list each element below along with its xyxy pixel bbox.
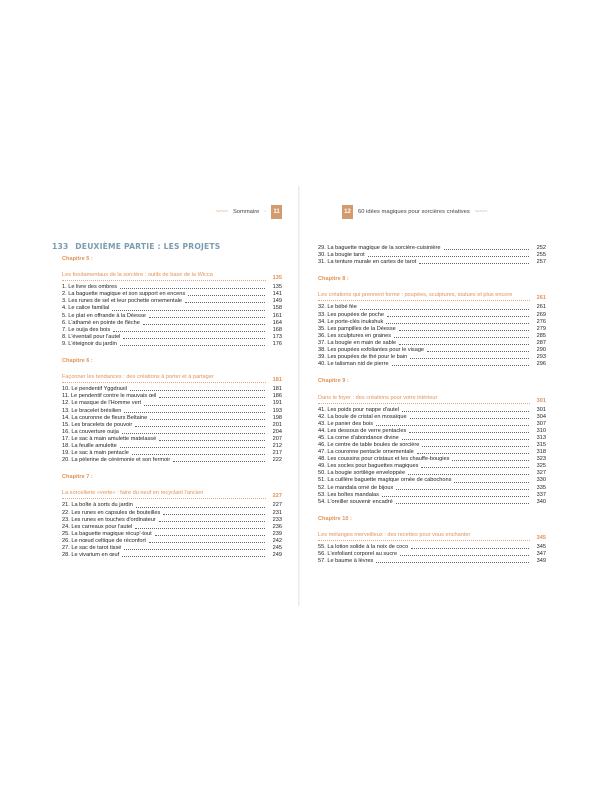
flourish-ornament-icon: ~◦~◦~ [474, 209, 488, 215]
toc-entry-page-number: 261 [536, 304, 546, 311]
toc-entry-title: 29. La baguette magique de la sorcière-cuisinière [318, 245, 441, 251]
toc-entry[interactable] [62, 334, 282, 341]
toc-entry-page-number: 318 [536, 449, 546, 456]
chapter-title-row[interactable] [318, 386, 546, 404]
dot-leader [452, 460, 529, 461]
toc-entry-title: 10. Le pendentif Yggdrasil [62, 386, 127, 393]
toc-chapter [318, 378, 546, 506]
toc-entry-title: 34. Le porte-clés inukshuk [318, 318, 384, 325]
dot-leader [399, 344, 529, 345]
chapter-title-row[interactable] [318, 283, 546, 301]
toc-entry[interactable] [318, 361, 546, 368]
toc-entry-page-number: 296 [536, 361, 546, 368]
toc-entry[interactable] [318, 470, 546, 477]
dot-leader [185, 302, 265, 303]
toc-entry-title: 6. L'athamé en pointe de flèche [62, 319, 140, 326]
toc-entry-page-number: 285 [536, 332, 546, 339]
toc-entry-page-number: 217 [272, 450, 282, 457]
toc-entry-title: 48. Les coussins pour cristaux et les chauffe-bougies [318, 456, 450, 463]
dot-leader [149, 317, 265, 318]
dot-leader [382, 496, 529, 497]
toc-entry[interactable] [62, 517, 282, 524]
toc-chapter [318, 516, 546, 565]
toc-entry[interactable] [62, 538, 282, 545]
toc-chapter [318, 276, 546, 368]
toc-entry-page-number: 207 [272, 435, 282, 442]
toc-entry-page-number: 204 [272, 428, 282, 435]
toc-entry-page-number: 257 [536, 259, 546, 266]
chapter-page-number: 135 [272, 275, 282, 282]
header-label: Sommaire [232, 209, 260, 215]
dot-leader [368, 256, 529, 257]
chapter-title: Les mélanges merveilleux : des recettes pour vous enchanter [318, 532, 471, 539]
toc-entry-title: 26. Le nœud celtique de réconfort [62, 537, 146, 544]
chapter-title: Les fondamentaux de la sorcière : outils de base de la Wicca [62, 272, 213, 279]
toc-entry-list [62, 284, 282, 348]
dot-leader [159, 521, 265, 522]
toc-entry-title: 14. La couronne de fleurs Beltaine [62, 414, 148, 421]
chapter-page-number: 181 [272, 377, 282, 384]
dot-leader [394, 337, 529, 338]
chapter-page-number: 301 [536, 397, 546, 404]
toc-entry-title: 54. L'oreiller souvenir encadré [318, 498, 393, 505]
toc-entry-page-number: 335 [536, 484, 546, 491]
toc-entry-page-number: 201 [272, 421, 282, 428]
toc-entry-title: 1. Le livre des ombres [62, 284, 118, 291]
dot-leader [410, 358, 529, 359]
toc-entry-page-number: 149 [272, 298, 282, 305]
toc-entry[interactable] [62, 502, 282, 509]
dot-leader [402, 439, 529, 440]
toc-entry[interactable] [318, 477, 546, 484]
dot-leader [122, 556, 265, 557]
toc-entry-title: 17. Le sac à main amulette matelassé [62, 435, 157, 442]
toc-entry[interactable] [318, 492, 546, 499]
chapter-title: Façonner les tendances : des créations à porter et à partager [62, 374, 214, 381]
toc-entry[interactable] [318, 245, 546, 252]
toc-entry-title: 35. Les pampilles de la Déesse [318, 325, 396, 332]
toc-entry-title: 41. Les poids pour nappe d'autel [318, 406, 399, 413]
toc-entry-page-number: 349 [536, 558, 546, 565]
toc-column [62, 250, 282, 559]
toc-entry[interactable] [318, 333, 546, 340]
toc-entry[interactable] [318, 304, 546, 311]
toc-entry-title: 49. Les socles pour baguettes magiques [318, 463, 419, 470]
toc-entry-list [318, 304, 546, 368]
page-number-badge: 11 [271, 205, 282, 219]
toc-entry-title: 18. La feuille amulette [62, 443, 117, 449]
toc-entry[interactable] [318, 354, 546, 361]
toc-entry-page-number: 233 [272, 516, 282, 523]
dot-leader [159, 440, 265, 441]
toc-entry[interactable] [318, 326, 546, 333]
chapter-title-row[interactable] [318, 523, 546, 541]
toc-entry[interactable] [62, 386, 282, 393]
dot-leader [143, 324, 265, 325]
dot-leader [124, 549, 265, 550]
dot-leader [376, 562, 529, 563]
toc-entry[interactable] [318, 252, 546, 259]
toc-entry-page-number: 164 [272, 319, 282, 326]
toc-entry[interactable] [318, 259, 546, 266]
page-number-badge: 12 [342, 205, 353, 219]
toc-entry-title: 23. Les runes en touches d'ordinateur [62, 516, 156, 523]
toc-entry-page-number: 252 [536, 245, 546, 251]
chapter-title-row[interactable] [62, 365, 282, 383]
left-running-header [211, 204, 282, 220]
toc-entry-title: 11. Le pendentif contre le mauvais œil [62, 393, 157, 400]
dot-leader [173, 461, 265, 462]
toc-entry-page-number: 279 [536, 325, 546, 332]
dot-leader [163, 514, 265, 515]
toc-entry-page-number: 193 [272, 407, 282, 414]
toc-entry[interactable] [318, 414, 546, 421]
dot-leader [410, 418, 529, 419]
chapter-page-number: 261 [536, 295, 546, 302]
toc-entry[interactable] [62, 524, 282, 531]
dot-leader [427, 351, 529, 352]
dot-leader [132, 454, 265, 455]
toc-entry-page-number: 337 [536, 491, 546, 498]
chapter-title-row[interactable] [62, 263, 282, 281]
toc-chapter [318, 245, 546, 266]
dot-leader [124, 412, 265, 413]
toc-entry-page-number: 327 [536, 470, 546, 477]
toc-entry-title: 9. L'éteignoir du jardin [62, 340, 117, 347]
toc-entry-page-number: 239 [272, 530, 282, 537]
toc-entry-page-number: 141 [272, 291, 282, 298]
toc-entry-title: 56. L'exfoliant corporel au sucre [318, 551, 398, 558]
toc-entry-title: 50. La bougie sortilège enveloppée [318, 470, 406, 477]
dot-leader [422, 446, 529, 447]
toc-entry-title: 16. La couverture ouija [62, 428, 119, 435]
toc-entry-page-number: 345 [536, 544, 546, 551]
toc-entry-title: 39. Les poupées de thé pour le bain [318, 354, 408, 361]
toc-entry-page-number: 340 [536, 498, 546, 505]
toc-entry-title: 19. Le sac à main pentacle [62, 450, 129, 457]
toc-entry-page-number: 227 [272, 502, 282, 509]
toc-entry[interactable] [62, 408, 282, 415]
toc-entry[interactable] [318, 485, 546, 492]
toc-entry-page-number: 168 [272, 326, 282, 333]
toc-entry-title: 45. La corne d'abondance divine [318, 434, 399, 441]
toc-entry[interactable] [318, 499, 546, 506]
dot-leader [396, 489, 529, 490]
toc-entry-page-number: 287 [536, 339, 546, 346]
toc-entry-title: 15. Les bracelets de pouvoir [62, 421, 133, 428]
flourish-ornament-icon: ~◦~◦~ [215, 209, 228, 215]
toc-entry-title: 55. La lotion solide à la noix de coco [318, 544, 409, 551]
part-page-number: 133 [52, 242, 69, 251]
chapter-label: Chapitre 9 : [318, 378, 349, 385]
dot-leader [150, 419, 265, 420]
dot-leader [392, 365, 529, 366]
dot-leader [409, 432, 529, 433]
toc-entry-page-number: 176 [272, 340, 282, 347]
toc-entry[interactable] [62, 450, 282, 457]
dot-leader [130, 390, 265, 391]
dot-leader [159, 397, 265, 398]
toc-entry[interactable] [318, 421, 546, 428]
dot-leader [113, 331, 265, 332]
dot-leader [396, 503, 529, 504]
toc-entry[interactable] [318, 319, 546, 326]
toc-entry[interactable] [318, 463, 546, 470]
toc-entry-page-number: 276 [536, 318, 546, 325]
dot-leader [360, 309, 529, 310]
toc-entry-page-number: 236 [272, 523, 282, 530]
toc-entry[interactable] [318, 449, 546, 456]
right-running-header [342, 204, 492, 220]
toc-column [318, 239, 546, 565]
toc-entry-title: 36. Les sculptures en graines [318, 332, 392, 339]
toc-entry-title: 2. La baguette magique et son support en encens [62, 291, 186, 298]
toc-entry[interactable] [62, 393, 282, 400]
dot-leader [408, 474, 529, 475]
dot-leader [386, 323, 529, 324]
dot-leader [402, 411, 529, 412]
toc-entry[interactable] [318, 435, 546, 442]
chapter-label: Chapitre 5 : [62, 256, 93, 262]
toc-entry-list [318, 407, 546, 506]
toc-entry[interactable] [318, 340, 546, 347]
dot-leader [387, 316, 529, 317]
toc-entry-page-number: 198 [272, 414, 282, 421]
toc-entry-page-number: 191 [272, 400, 282, 407]
toc-entry-title: 46. Le centre de table boules de sorcière [318, 442, 420, 448]
toc-entry[interactable] [62, 305, 282, 312]
toc-entry-page-number: 158 [272, 305, 282, 312]
toc-entry[interactable] [62, 510, 282, 517]
book-gutter [298, 186, 300, 606]
toc-entry-page-number: 325 [536, 463, 546, 470]
toc-entry-page-number: 290 [536, 347, 546, 354]
toc-entry-page-number: 301 [536, 406, 546, 413]
toc-entry-title: 32. Le bébé fée [318, 304, 357, 311]
toc-entry-title: 28. Le vivarium en œuf [62, 552, 120, 559]
toc-entry-title: 52. Le mandala orné de bijoux [318, 484, 394, 491]
dot-leader [123, 338, 265, 339]
dot-leader [421, 467, 529, 468]
toc-entry-page-number: 269 [536, 311, 546, 318]
dot-leader [120, 345, 265, 346]
toc-entry-title: 57. Le baume à lèvres [318, 558, 374, 565]
toc-entry-page-number: 293 [536, 354, 546, 361]
toc-entry-title: 3. Les runes de sel et leur pochette ornementale [62, 298, 183, 305]
toc-chapter [62, 474, 282, 559]
dot-leader [144, 405, 265, 406]
toc-entry-title: 22. Les runes en capsules de bouteilles [62, 509, 161, 516]
toc-entry-page-number: 245 [272, 545, 282, 552]
toc-entry[interactable] [62, 284, 282, 291]
dot-leader [411, 548, 529, 549]
toc-entry[interactable] [62, 429, 282, 436]
dot-leader [419, 263, 529, 264]
toc-entry-list [318, 245, 546, 266]
toc-entry[interactable] [62, 415, 282, 422]
toc-entry-page-number: 222 [272, 457, 282, 464]
chapter-label: Chapitre 10 : [318, 515, 352, 522]
dot-leader [444, 249, 529, 250]
toc-entry[interactable] [62, 545, 282, 552]
toc-chapter [62, 358, 282, 464]
part-title-text: DEUXIÈME PARTIE : LES PROJETS [75, 242, 221, 251]
toc-entry-page-number: 231 [272, 509, 282, 516]
toc-entry-title: 20. La pèlerine de cérémonie et son fermoir [62, 457, 171, 464]
dot-leader [417, 453, 529, 454]
dot-leader [188, 295, 265, 296]
toc-chapter [62, 256, 282, 348]
toc-entry-page-number: 315 [536, 442, 546, 448]
chapter-label: Chapitre 7 : [62, 474, 93, 481]
toc-entry[interactable] [62, 436, 282, 443]
toc-entry[interactable] [62, 298, 282, 305]
toc-entry-title: 42. La boule de cristal en mosaïque [318, 413, 407, 420]
dot-leader [120, 447, 265, 448]
toc-entry-title: 21. La boîte à sorts du jardin [62, 502, 133, 509]
toc-entry-page-number: 255 [536, 252, 546, 259]
toc-entry-page-number: 313 [536, 434, 546, 441]
header-label: 60 idées magiques pour sorcières créatives [358, 209, 470, 215]
chapter-page-number: 227 [272, 493, 282, 500]
toc-entry-title: 5. Le plat en offrande à la Déesse [62, 312, 146, 319]
toc-entry-page-number: 135 [272, 284, 282, 291]
toc-entry[interactable] [62, 400, 282, 407]
toc-entry-title: 7. Le ouija des bois [62, 326, 111, 333]
toc-entry[interactable] [62, 291, 282, 298]
toc-entry[interactable] [318, 558, 546, 565]
toc-entry-title: 30. La bougie tarot [318, 252, 365, 259]
flourish-ornament-icon: ◦ [264, 209, 266, 215]
dot-leader [155, 535, 265, 536]
toc-entry-title: 53. Les boîtes mandalas [318, 491, 379, 498]
toc-entry[interactable] [62, 341, 282, 348]
chapter-title: La sorcellerie «verte» : faire du neuf en recyclant l'ancien [62, 490, 204, 497]
toc-entry[interactable] [62, 327, 282, 334]
dot-leader [136, 507, 265, 508]
toc-entry-page-number: 212 [272, 443, 282, 449]
toc-entry-page-number: 330 [536, 477, 546, 484]
dot-leader [454, 482, 529, 483]
toc-entry[interactable] [62, 531, 282, 538]
toc-entry-page-number: 323 [536, 456, 546, 463]
toc-entry-list [62, 386, 282, 464]
toc-entry-page-number: 173 [272, 333, 282, 340]
toc-entry[interactable] [62, 457, 282, 464]
toc-entry[interactable] [62, 422, 282, 429]
toc-entry-title: 4. Le calice familial [62, 305, 110, 312]
toc-entry-title: 44. Les dessous de verre pentacles [318, 427, 407, 434]
dot-leader [400, 555, 529, 556]
toc-entry[interactable] [318, 456, 546, 463]
toc-entry[interactable] [62, 552, 282, 559]
toc-entry[interactable] [318, 347, 546, 354]
chapter-label: Chapitre 6 : [62, 358, 93, 365]
toc-entry-page-number: 181 [272, 386, 282, 393]
toc-entry-title: 37. La bougie en main de sable [318, 339, 397, 346]
toc-entry-page-number: 304 [536, 413, 546, 420]
toc-entry-title: 51. La cuillère baguette magique ornée de cabochons [318, 477, 452, 484]
toc-entry-page-number: 242 [272, 537, 282, 544]
dot-leader [122, 433, 265, 434]
toc-entry-page-number: 307 [536, 420, 546, 427]
toc-entry-title: 33. Les poupées de poche [318, 311, 384, 318]
toc-entry-title: 12. Le masque de l'Homme vert [62, 400, 142, 407]
chapter-page-number: 345 [536, 535, 546, 542]
toc-entry-title: 40. Le talisman nid de pierre [318, 361, 389, 368]
toc-entry-title: 27. Le sac de tarot tissé [62, 545, 122, 552]
chapter-title-row[interactable] [62, 481, 282, 499]
toc-entry-page-number: 186 [272, 393, 282, 400]
toc-entry[interactable] [62, 313, 282, 320]
toc-entry-page-number: 310 [536, 427, 546, 434]
toc-entry[interactable] [318, 442, 546, 449]
toc-entry-title: 38. Les poupées exfoliantes pour le visage [318, 347, 425, 354]
toc-entry-page-number: 347 [536, 551, 546, 558]
toc-entry[interactable] [318, 544, 546, 551]
toc-entry-title: 43. Le panier des bois [318, 420, 374, 427]
toc-entry-title: 24. Les carreaux pour l'autel [62, 523, 133, 530]
dot-leader [399, 330, 529, 331]
chapter-title: Les créations qui prennent forme : poupées, sculptures, statues et plus encore [318, 292, 513, 299]
dot-leader [149, 542, 265, 543]
dot-leader [135, 426, 265, 427]
toc-entry[interactable] [318, 407, 546, 414]
toc-entry-title: 31. La tenture murale en cartes de tarot [318, 259, 417, 266]
dot-leader [120, 288, 265, 289]
dot-leader [376, 425, 529, 426]
toc-entry-list [318, 544, 546, 565]
toc-entry-title: 25. La baguette magique récup'-tout [62, 530, 152, 537]
dot-leader [135, 528, 265, 529]
toc-entry-title: 13. Le bracelet brésilien [62, 407, 122, 414]
chapter-label: Chapitre 8 : [318, 276, 349, 283]
chapter-title: Dans le foyer : des créations pour votre intérieur [318, 394, 438, 401]
dot-leader [112, 310, 265, 311]
toc-entry-page-number: 249 [272, 552, 282, 559]
toc-entry[interactable] [318, 312, 546, 319]
toc-entry[interactable] [62, 443, 282, 450]
toc-entry-page-number: 161 [272, 312, 282, 319]
toc-entry[interactable] [62, 320, 282, 327]
toc-entry-title: 8. L'éventail pour l'autel [62, 333, 121, 340]
toc-entry-title: 47. La couronne pentacle ornementale [318, 449, 414, 456]
toc-entry[interactable] [318, 551, 546, 558]
toc-entry-list [62, 502, 282, 559]
toc-entry[interactable] [318, 428, 546, 435]
